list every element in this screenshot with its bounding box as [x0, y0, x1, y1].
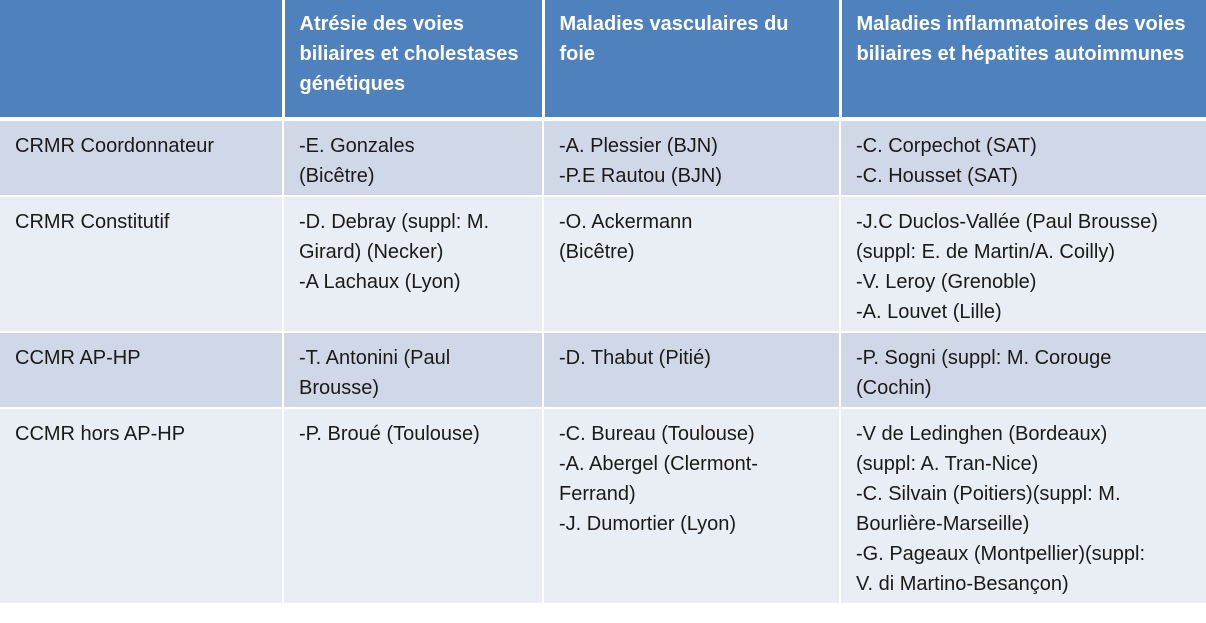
cell-line: V. di Martino-Besançon) [856, 573, 1069, 595]
cell-line: -J.C Duclos-Vallée (Paul Brousse) [856, 211, 1158, 233]
cell-line: -A. Louvet (Lille) [856, 301, 1002, 323]
table-cell [543, 332, 840, 408]
table-cell [840, 332, 1206, 408]
cell-line: -T. Antonini (Paul [299, 347, 451, 369]
cell-line: Ferrand) [559, 483, 636, 505]
table-row [0, 119, 1206, 196]
table-cell [840, 408, 1206, 604]
cell-line: Brousse) [299, 377, 380, 399]
table-cell [840, 119, 1206, 196]
table-cell [283, 332, 543, 408]
table-cell [543, 119, 840, 196]
table-cell [543, 196, 840, 332]
cell-line: -C. Housset (SAT) [856, 165, 1018, 187]
cell-line: (suppl: E. de Martin/A. Coilly) [856, 241, 1115, 263]
row-label: CRMR Constitutif [0, 196, 283, 332]
table-cell [283, 119, 543, 196]
table-row [0, 408, 1206, 604]
cell-line: -A. Abergel (Clermont- [559, 453, 758, 475]
cell-line: -E. Gonzales [299, 135, 415, 157]
cell-line: -J. Dumortier (Lyon) [559, 513, 737, 535]
table-cell [283, 196, 543, 332]
cell-line: Bourlière-Marseille) [856, 513, 1030, 535]
cell-line: (Bicêtre) [299, 165, 375, 187]
cell-line: -P.E Rautou (BJN) [559, 165, 723, 187]
cell-line: -A. Plessier (BJN) [559, 135, 718, 157]
cell-line: -A Lachaux (Lyon) [299, 271, 461, 293]
cell-line: -G. Pageaux (Montpellier)(suppl: [856, 543, 1146, 565]
cell-line: -O. Ackermann [559, 211, 693, 233]
row-label: CCMR AP-HP [0, 332, 283, 408]
cell-line: -C. Bureau (Toulouse) [559, 423, 755, 445]
table-cell [840, 196, 1206, 332]
row-label: CRMR Coordonnateur [0, 119, 283, 196]
cell-line: -D. Debray (suppl: M. [299, 211, 490, 233]
table-row [0, 196, 1206, 332]
cell-line: -P. Sogni (suppl: M. Corouge [856, 347, 1112, 369]
cell-line: -P. Broué (Toulouse) [299, 423, 480, 445]
header-biliary-atresia: Atrésie des voies biliaires et cholestases génétiques [283, 0, 543, 119]
cell-line: -V de Ledinghen (Bordeaux) [856, 423, 1108, 445]
row-label: CCMR hors AP-HP [0, 408, 283, 604]
table-cell [543, 408, 840, 604]
cell-line: -D. Thabut (Pitié) [559, 347, 711, 369]
header-inflammatory-biliary-diseases: Maladies inflammatoires des voies biliaires et hépatites autoimmunes [840, 0, 1206, 119]
cell-line: -C. Silvain (Poitiers)(suppl: M. [856, 483, 1121, 505]
cell-line: (suppl: A. Tran-Nice) [856, 453, 1039, 475]
cell-line: Girard) (Necker) [299, 241, 444, 263]
table-row [0, 332, 1206, 408]
header-row [0, 0, 1206, 119]
cell-line: -C. Corpechot (SAT) [856, 135, 1037, 157]
cell-line: (Bicêtre) [559, 241, 635, 263]
table-cell [283, 408, 543, 604]
cell-line: (Cochin) [856, 377, 932, 399]
header-vascular-liver-diseases: Maladies vasculaires du foie [543, 0, 840, 119]
header-corner-cell [0, 0, 283, 119]
cell-line: -V. Leroy (Grenoble) [856, 271, 1037, 293]
